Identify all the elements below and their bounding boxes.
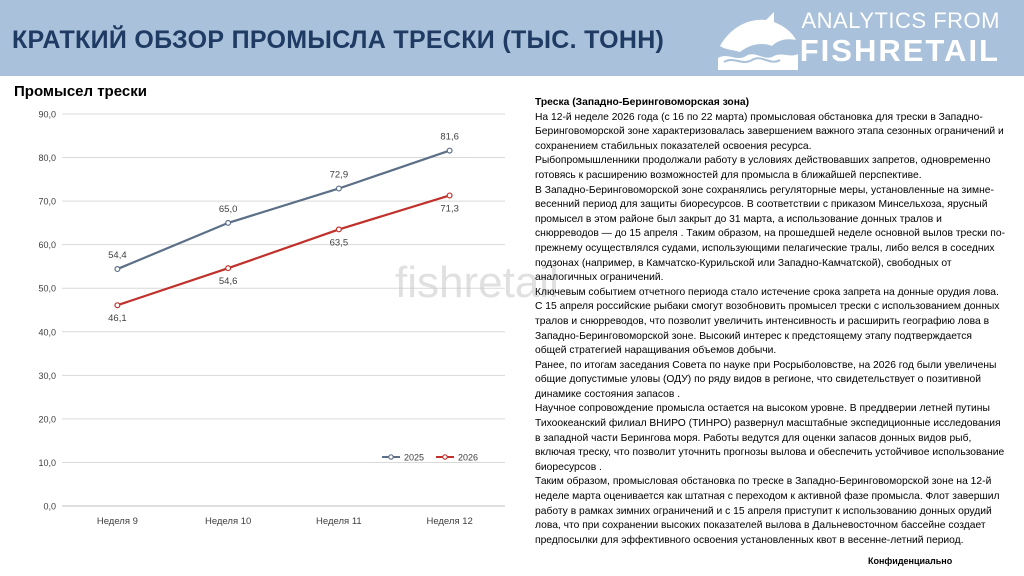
y-tick-label: 20,0	[38, 414, 56, 425]
chart-title: Промысел трески	[14, 83, 147, 100]
paragraph: Ключевым событием отчетного периода стало истечение срока запрета на донные орудия лова. С 15 апреля российские рыбаки смогут возобновить промысел трески с использованием донных тралов и снюрреводов, что позволит увеличить интенсивность и расширить географию лова в Западно-Беринговоморской зоне. Высокий интерес к предстоящему этапу подтверждается общей стратегией наращивания объемов добычи.	[535, 286, 1000, 357]
data-point	[447, 148, 452, 153]
paragraph: В Западно-Беринговоморской зоне сохранялись регуляторные меры, установленные на зимне-весенний период для защиты биоресурсов. В соответствии с приказом Минсельхоза, ярусный промысел в этом районе был закрыт до 31 марта, а использование донных тралов и снюрреводов — до 15 апреля . Таким образом, на прошедшей неделе основной вылов трески по-прежнему осуществлялся судами, использующими пелагические тралы, либо велся в соседних подзонах (например, в Камчатско-Курильской или Западно-Камчатской), свободных от аналогичных ограничений.	[535, 184, 1006, 284]
y-tick-label: 70,0	[38, 196, 56, 207]
brand-fishretail: FISHRETAIL	[799, 33, 1000, 68]
paragraph: Рыбопромышленники продолжали работу в условиях действовавших запретов, одновременно готовясь к расширению возможностей для промысла в ближайшей перспективе.	[535, 155, 991, 181]
fish-logo-icon	[714, 6, 800, 70]
y-tick-label: 50,0	[38, 283, 56, 294]
data-point	[336, 186, 341, 191]
paragraph: Таким образом, промысловая обстановка по треске в Западно-Беринговоморской зоне на 12-й неделе марта оценивается как штатная с переходом к активной фазе промысла. Флот завершил работу в рамках зимних ограничений и с 15 апреля приступит к использованию донных орудий лова, что при сохранении высоких показателей вылова в Дальневосточном бассейне создает предпосылки для эффективного освоения установленных квот в весенне-летний период.	[535, 476, 1000, 546]
data-point	[336, 227, 341, 232]
brand-block	[800, 8, 1000, 68]
data-point	[226, 220, 231, 225]
confidential-label: Конфиденциально	[868, 556, 953, 566]
data-label: 63,5	[329, 237, 349, 249]
data-point	[447, 193, 452, 198]
brand-analytics-from: ANALYTICS FROM	[801, 8, 1000, 33]
data-label: 46,1	[108, 313, 127, 325]
data-label: 54,6	[218, 276, 238, 288]
legend-marker	[443, 455, 447, 459]
x-tick-label: Неделя 9	[96, 516, 138, 527]
y-tick-label: 30,0	[38, 370, 56, 381]
data-label: 54,4	[108, 250, 127, 262]
paragraph: Ранее, по итогам заседания Совета по науке при Росрыболовстве, на 2026 год были увеличены общие допустимые уловы (ОДУ) по ряду видов в регионе, что свидетельствует о позитивной динамике состояния запасов .	[535, 359, 997, 400]
legend-label: 2026	[458, 452, 479, 463]
data-label: 65,0	[218, 203, 238, 215]
x-tick-label: Неделя 12	[426, 516, 473, 527]
header-banner	[0, 0, 1024, 76]
y-tick-label: 10,0	[38, 457, 56, 468]
x-tick-label: Неделя 10	[204, 516, 252, 527]
watermark: fishretail	[395, 258, 559, 307]
data-label: 81,6	[440, 131, 459, 143]
y-tick-label: 0,0	[43, 501, 56, 512]
y-tick-label: 40,0	[38, 327, 56, 338]
data-point	[115, 303, 120, 308]
y-tick-label: 90,0	[38, 109, 56, 120]
legend-label: 2025	[404, 452, 425, 463]
page-title: КРАТКИЙ ОБЗОР ПРОМЫСЛА ТРЕСКИ (ТЫС. ТОНН)	[12, 26, 665, 54]
commentary-text	[535, 96, 1005, 548]
y-tick-label: 60,0	[38, 240, 56, 251]
paragraph: На 12-й неделе 2026 года (с 16 по 22 марта) промысловая обстановка для трески в Западно-Беринговоморской зоне характеризовалась завершением важного этапа сезонных ограничений и сохранением стабильных показателей освоения ресурса.	[535, 111, 1004, 152]
x-tick-label: Неделя 11	[316, 516, 362, 527]
section-title: Треска (Западно-Беринговоморская зона)	[535, 97, 750, 108]
data-point	[115, 267, 120, 272]
data-point	[226, 266, 231, 271]
data-label: 72,9	[329, 169, 349, 181]
line-chart	[0, 100, 520, 540]
data-label: 71,3	[440, 203, 459, 215]
y-tick-label: 80,0	[38, 153, 56, 164]
paragraph: Научное сопровождение промысла остается на высоком уровне. В преддверии летней путины Тихоокеанский филиал ВНИРО (ТИНРО) развернул масштабные экспедиционные исследования в западной части Берингова моря. Работы ведутся для оценки запасов донных видов рыб, включая треску, что позволит уточнить прогнозы вылова и обеспечить устойчивое использование биоресурсов .	[535, 403, 1005, 473]
legend-marker	[389, 455, 393, 459]
